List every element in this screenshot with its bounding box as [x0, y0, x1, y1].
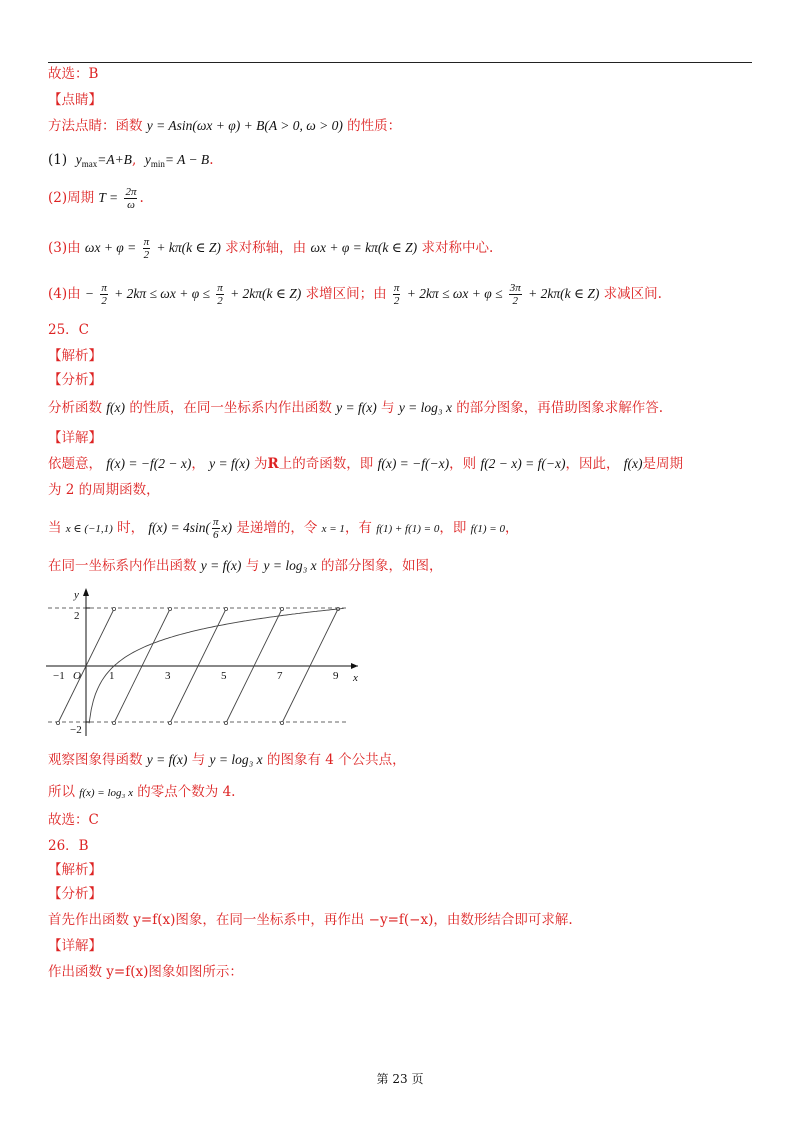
math-formula: y = Asin(ωx + φ) + B(A > 0, ω > 0)	[146, 118, 343, 133]
q24-point-2: (2)周期 T = $\frac{2\pi}{\omega}$ .	[48, 186, 144, 211]
q26-number: 26．B	[48, 838, 89, 854]
q25-detail-line-3: 当 x ∈ (−1,1) 时， f(x) = 4sin( $\frac{\pi}{6}$ x) 是递增的，令 x = 1，有 f(1) + f(1) = 0，即 f(1) = 0，	[48, 516, 519, 541]
q24-method-line: 方法点睛：函数 y = Asin(ωx + φ) + B(A > 0, ω > 0) 的性质：	[48, 118, 402, 134]
q26-xiangjie-tag: 【详解】	[48, 938, 102, 954]
segment-endpoint	[112, 721, 115, 724]
q25-detail-line-2: 为 2 的周期函数，	[48, 482, 160, 498]
segment-endpoint	[280, 721, 283, 724]
q24-dianjing-tag: 【点睛】	[48, 92, 102, 108]
q25-detail-line-1: 依题意， f(x) = −f(2 − x)， y = f(x) 为R上的奇函数，即 f(x) = −f(−x)，则 f(2 − x) = f(−x)，因此， f(x)是周期	[48, 456, 684, 472]
q25-jiexi-tag: 【解析】	[48, 348, 102, 364]
x-tick-label: 3	[165, 670, 171, 682]
q26-jiexi-tag: 【解析】	[48, 862, 102, 878]
function-graph	[40, 586, 370, 746]
header-rule	[48, 62, 752, 63]
q24-answer: 故选：B	[48, 66, 99, 82]
y-axis-arrow	[83, 588, 89, 596]
segment-endpoint	[112, 607, 115, 610]
q26-detail-text: 作出函数 y=f(x)图象如图所示：	[48, 964, 243, 980]
q24-point-3: (3)由 ωx + φ = $\frac{\pi}{2}$ + kπ(k ∈ Z) 求对称轴，由 ωx + φ = kπ(k ∈ Z) 求对称中心.	[48, 236, 494, 261]
x-tick-label: 7	[277, 670, 283, 682]
q25-xiangjie-tag: 【详解】	[48, 430, 102, 446]
x-axis-arrow	[351, 663, 358, 669]
q25-observe: 观察图象得函数 y = f(x) 与 y = log₃ x 的图象有 4 个公共点，	[48, 752, 406, 768]
page-footer: 第 23 页	[376, 1072, 424, 1086]
q25-fenxi-text: 分析函数 f(x) 的性质，在同一坐标系内作出函数 y = f(x) 与 y = log₃ x 的部分图象，再借助图象求解作答.	[48, 400, 664, 416]
origin-label: O	[73, 670, 81, 682]
segment-endpoint	[224, 721, 227, 724]
q24-point-4: (4)由 − $\frac{\pi}{2}$ + 2kπ ≤ ωx + φ ≤ $\frac{\pi}{2}$ + 2kπ(k ∈ Z) 求增区间；由 $\frac{\pi}{2}$ + 2kπ ≤ ωx + φ ≤ $\frac{3\pi}{2}$ + 2kπ(k ∈ Z) 求减区间.	[48, 282, 662, 307]
q25-number: 25．C	[48, 322, 90, 338]
segment-endpoint	[56, 721, 59, 724]
y-tick-m2: −2	[70, 724, 82, 736]
x-tick-labels	[53, 670, 339, 682]
x-axis-label: x	[353, 672, 358, 684]
segment-endpoint	[168, 607, 171, 610]
segment-endpoint	[168, 721, 171, 724]
segment-endpoint	[280, 607, 283, 610]
q25-conclusion: 所以 f(x) = log₃ x 的零点个数为 4.	[48, 784, 236, 800]
y-tick-2: 2	[74, 610, 80, 622]
q24-point-1: (1) $y_{max}=A+B$, $y_{min}= A - B$.	[48, 152, 214, 169]
q25-detail-line-4: 在同一坐标系内作出函数 y = f(x) 与 y = log₃ x 的部分图象，如图，	[48, 558, 443, 574]
q25-answer: 故选：C	[48, 812, 99, 828]
x-tick-label: 9	[333, 670, 339, 682]
y-axis-label: y	[74, 589, 79, 601]
x-tick-label: 1	[109, 670, 115, 682]
segment-endpoint	[224, 607, 227, 610]
x-tick-label: −1	[53, 670, 65, 682]
x-tick-label: 5	[221, 670, 227, 682]
q25-fenxi-tag: 【分析】	[48, 372, 102, 388]
q26-fenxi-tag: 【分析】	[48, 886, 102, 902]
q26-fenxi-text: 首先作出函数 y=f(x)图象，在同一坐标系中，再作出 −y=f(−x)，由数形结合即可求解.	[48, 912, 573, 928]
